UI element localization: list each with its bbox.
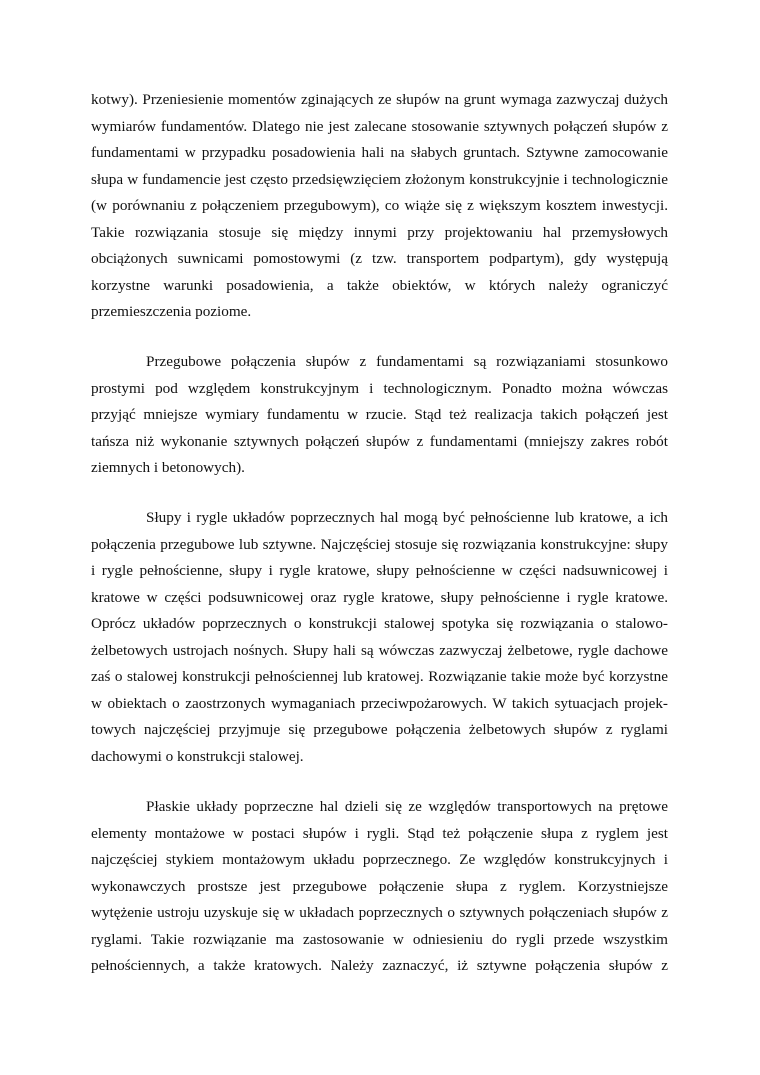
paragraph-3-line-7: zaś o stalowej konstrukcji pełnościennej lub kratowej. Rozwiązanie takie może być korzystne bbox=[91, 668, 668, 685]
paragraph-2-line-3: przyjąć mniejsze wymiary fundamentu w rzucie. Stąd też realizacja takich połączeń jest bbox=[91, 406, 668, 423]
paragraph-1-line-4: słupa w fundamencie jest często przedsięwzięciem złożonym konstrukcyjnie i technologicznie bbox=[91, 170, 668, 188]
paragraph-3-line-8: w obiektach o zaostrzonych wymaganiach przeciwpożarowych. W takich sytuacjach projek- bbox=[91, 694, 668, 712]
paragraph-3-line-3: i rygle pełnościenne, słupy i rygle kratowe, słupy pełnościenne w części nadsuwnicowej i bbox=[91, 562, 668, 579]
paragraph-1-line-9: przemieszczenia poziome. bbox=[91, 303, 252, 320]
paragraph-4-line-6: ryglami. Takie rozwiązanie ma zastosowanie w odniesieniu do rygli przede wszystkim bbox=[91, 930, 668, 948]
paragraph-2-line-2: prostymi pod względem konstrukcyjnym i technologicznym. Ponadto można wówczas bbox=[91, 379, 668, 397]
paragraph-2-line-1: Przegubowe połączenia słupów z fundamentami są rozwiązaniami stosunkowo bbox=[146, 353, 668, 370]
paragraph-3-line-10: dachowymi o konstrukcji stalowej. bbox=[91, 747, 304, 765]
paragraph-3-line-2: połączenia przegubowe lub sztywne. Najczęściej stosuje się rozwiązania konstrukcyjne: słupy bbox=[91, 535, 668, 553]
paragraph-1-line-7: obciążonych suwnicami pomostowymi (z tzw. transportem podpartym), gdy występują bbox=[91, 250, 668, 267]
paragraph-4-line-1: Płaskie układy poprzeczne hal dzieli się ze względów transportowych na prętowe bbox=[146, 798, 668, 815]
paragraph-1-line-1: kotwy). Przeniesienie momentów zginających ze słupów na grunt wymaga zazwyczaj dużych bbox=[91, 91, 668, 108]
paragraph-3-line-1: Słupy i rygle układów poprzecznych hal mogą być pełnościenne lub kratowe, a ich bbox=[146, 509, 668, 526]
paragraph-1-line-2: wymiarów fundamentów. Dlatego nie jest zalecane stosowanie sztywnych połączeń słupów z bbox=[91, 117, 668, 135]
paragraph-1-line-6: Takie rozwiązania stosuje się między innymi przy projektowaniu hal przemysłowych bbox=[91, 223, 668, 241]
paragraph-3-line-9: towych najczęściej przyjmuje się przegubowe połączenia żelbetowych słupów z ryglami bbox=[91, 721, 668, 738]
paragraph-3-line-6: żelbetowych ustrojach nośnych. Słupy hali są wówczas zazwyczaj żelbetowe, rygle dachowe bbox=[91, 641, 668, 659]
paragraph-4-line-3: najczęściej stykiem montażowym układu poprzecznego. Ze względów konstrukcyjnych i bbox=[91, 851, 668, 868]
paragraph-2-line-5: ziemnych i betonowych). bbox=[91, 459, 245, 476]
paragraph-4-line-7: pełnościennych, a także kratowych. Należy zaznaczyć, iż sztywne połączenia słupów z bbox=[91, 957, 668, 974]
paragraph-3-line-4: kratowe w części podsuwnicowej oraz rygle kratowe, słupy pełnościenne i rygle kratowe. bbox=[91, 588, 668, 606]
paragraph-3-line-5: Oprócz układów poprzecznych o konstrukcji stalowej spotyka się rozwiązania o stalowo- bbox=[91, 615, 668, 632]
paragraph-1-line-8: korzystne warunki posadowienia, a także obiektów, w których należy ograniczyć bbox=[91, 276, 668, 294]
paragraph-4-line-2: elementy montażowe w postaci słupów i rygli. Stąd też połączenie słupa z ryglem jest bbox=[91, 824, 668, 842]
paragraph-4-line-5: wytężenie ustroju uzyskuje się w układach poprzecznych o sztywnych połączeniach słupów z bbox=[91, 904, 668, 921]
paragraph-4-line-4: wykonawczych prostsze jest przegubowe połączenie słupa z ryglem. Korzystniejsze bbox=[91, 877, 668, 895]
paragraph-1-line-3: fundamentami w przypadku posadowienia hali na słabych gruntach. Sztywne zamocowanie bbox=[91, 144, 668, 161]
paragraph-1-line-5: (w porównaniu z połączeniem przegubowym), co wiąże się z większym kosztem inwestycji. bbox=[91, 197, 668, 214]
paragraph-2-line-4: tańsza niż wykonanie sztywnych połączeń słupów z fundamentami (mniejszy zakres robót bbox=[91, 432, 668, 450]
